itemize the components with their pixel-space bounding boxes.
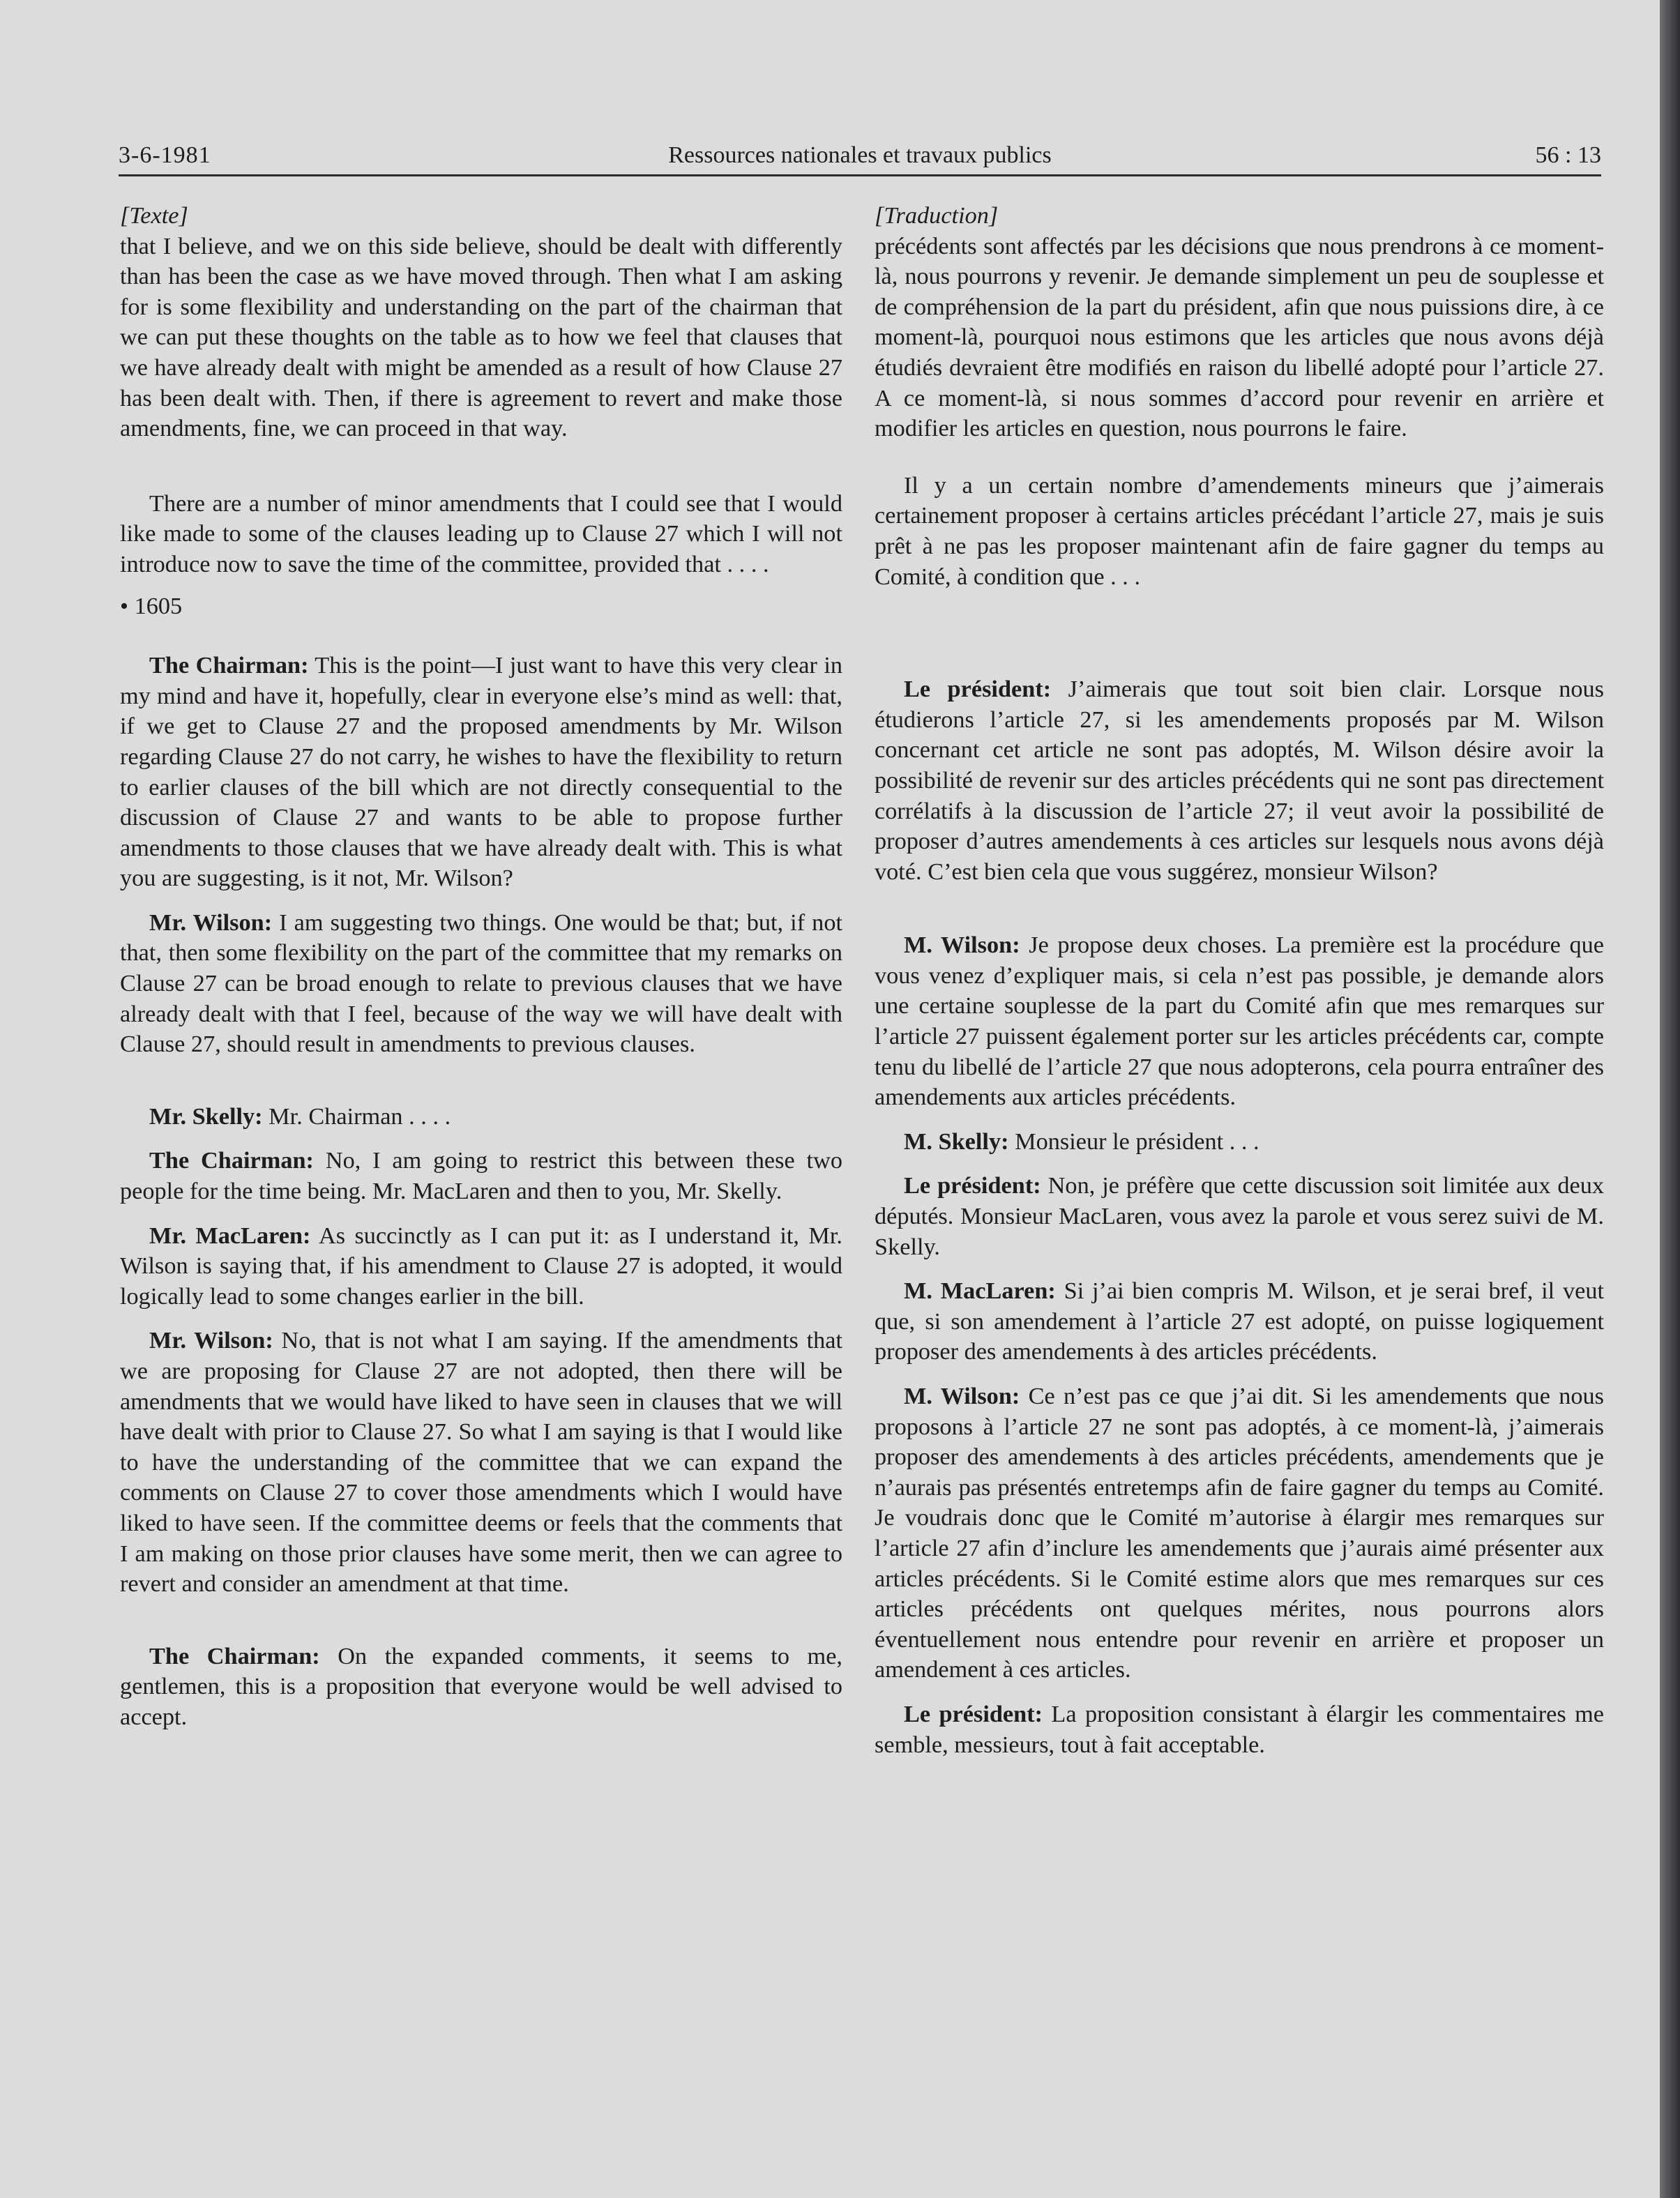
statement-chairman: [120, 1146, 842, 1206]
statement-text: As succinctly as I can put it: as I understand it, Mr. Wilson is saying that, if his amendment to Clause 27 is adopted, it would logically lead to some changes earlier in the bill.: [120, 1222, 842, 1310]
page-edge: [1660, 0, 1680, 2198]
statement-text: I am suggesting two things. One would be that; but, if not that, then some flexibility on the part of the committee that my remarks on Clause 27 can be broad enough to relate to previous clauses that we have already dealt with that I feel, because of the way we will have dealt with Clause 27, should result in amendments to previous clauses.: [120, 909, 842, 1058]
statement-text: No, that is not what I am saying. If the amendments that we are proposing for Clause 27 are not adopted, then there will be amendments that we would have liked to have seen in clauses that we will have dealt with prior to Clause 27. So what I am saying is that I would like to have the understanding of the committee that we can expand the comments on Clause 27 to cover those amendments which I would have liked to have seen. If the committee deems or feels that the comments that I am making on those prior clauses have some merit, then we can agree to revert and consider an amendment at that time.: [120, 1327, 842, 1598]
statement-text: Je propose deux choses. La première est la procédure que vous venez d’expliquer mais, si cela n’est pas possible, je demande alors une certaine souplesse de la part du Comité afin que mes remarques sur l’article 27 puissent également porter sur les articles précédents car, compte tenu du libellé de l’article 27 que nous adopterons, cela pourra entraîner des amendements aux articles précédents.: [875, 932, 1604, 1111]
speaker-name: The Chairman:: [149, 1147, 314, 1174]
statement-president: [875, 1699, 1604, 1760]
speaker-name: The Chairman:: [149, 1642, 320, 1669]
french-column: [875, 201, 1604, 1760]
speaker-name: Mr. Skelly:: [149, 1102, 263, 1130]
header-date: 3-6-1981: [119, 142, 211, 168]
statement-text: Ce n’est pas ce que j’ai dit. Si les amendements que nous proposons à l’article 27 ne sont pas adoptés, à ce moment-là, j’aimerais proposer des amendements à des articles précédents, amendements que je n’aurais pas présentés entretemps afin de faire gagner du temps au Comité. Je voudrais donc que le Comité m’autorise à élargir mes remarques sur l’article 27 afin d’inclure les amendements que j’aurais aimé présenter aux articles précédents. Si le Comité estime alors que mes remarques sur ces articles précédents ont quelques mérites, nous pourrons alors éventuellement nous entendre pour revenir en arrière et proposer un amendement à ces articles.: [875, 1383, 1604, 1683]
speaker-name: Mr. Wilson:: [149, 1327, 273, 1354]
english-column: [120, 201, 842, 1733]
statement-skelly: [875, 1127, 1604, 1158]
statement-president: [875, 674, 1604, 887]
statement-text: J’aimerais que tout soit bien clair. Lorsque nous étudierons l’article 27, si les amendements proposés par M. Wilson concernant cet article ne sont pas adoptés, M. Wilson désire avoir la possibilité de revenir sur des articles précédents qui ne sont pas directement corrélatifs à la discussion de l’article 27; il veut avoir la possibilité de proposer d’autres amendements à ces articles sur lesquels nous avons déjà voté. C’est bien cela que vous suggérez, monsieur Wilson?: [875, 676, 1605, 885]
statement-president: [875, 1171, 1604, 1262]
statement-maclaren: [120, 1221, 842, 1312]
statement-text: Non, je préfère que cette discussion soit limitée aux deux députés. Monsieur MacLaren, vous avez la parole et vous serez suivi de M. Skelly.: [875, 1172, 1605, 1260]
statement-text: No, I am going to restrict this between these two people for the time being. Mr. MacLaren and then to you, Mr. Skelly.: [120, 1147, 843, 1205]
speaker-name: Le président:: [904, 676, 1052, 703]
statement-chairman: [120, 1642, 842, 1733]
language-tag: [Traduction]: [875, 202, 999, 229]
paragraph: Il y a un certain nombre d’amendements mineurs que j’aimerais certainement proposer à certains articles précédant l’article 27, mais je suis prêt à ne pas les proposer maintenant afin de faire gagner du temps au Comité, à condition que . . .: [875, 471, 1604, 590]
statement-text: On the expanded comments, it seems to me, gentlemen, this is a proposition that everyone would be well advised to accept.: [120, 1642, 842, 1730]
speaker-name: The Chairman:: [149, 652, 309, 679]
statement-maclaren: [875, 1276, 1604, 1367]
speaker-name: Le président:: [904, 1172, 1041, 1199]
speaker-name: Mr. MacLaren:: [149, 1222, 311, 1249]
speaker-name: M. Wilson:: [904, 932, 1020, 959]
speaker-name: M. MacLaren:: [904, 1278, 1056, 1305]
paragraph: There are a number of minor amendments that I could see that I would like made to some of the clauses leading up to Clause 27 which I will not introduce now to save the time of the committee, provided that . . . .: [120, 490, 842, 577]
statement-chairman: [120, 651, 842, 894]
speaker-name: M. Wilson:: [904, 1383, 1020, 1409]
language-tag: [Texte]: [120, 202, 188, 229]
paragraph: précédents sont affectés par les décisions que nous prendrons à ce moment-là, nous pourrons y revenir. Je demande simplement un peu de souplesse et de compréhension de la part du président, afin que nous puissions dire, à ce moment-là, pourquoi nous estimons que les articles que nous avons déjà étudiés devraient être modifiés en raison du libellé adopté pour l’article 27. A ce moment-là, si nous sommes d’accord pour revenir en arrière et modifier les articles en question, nous pourrons le faire.: [875, 232, 1604, 442]
statement-text: Mr. Chairman . . . .: [262, 1102, 451, 1130]
statement-skelly: [120, 1102, 842, 1132]
time-marker: • 1605: [120, 592, 183, 619]
header-title: Ressources nationales et travaux publics: [668, 142, 1052, 168]
speaker-name: Mr. Wilson:: [149, 909, 273, 936]
statement-wilson: [875, 930, 1604, 1113]
header-page-number: 56 : 13: [1535, 142, 1601, 168]
statement-wilson: [120, 908, 842, 1060]
statement-text: Monsieur le président . . .: [1008, 1128, 1259, 1155]
statement-wilson: [120, 1326, 842, 1599]
statement-text: La proposition consistant à élargir les commentaires me semble, messieurs, tout à fait acceptable.: [875, 1700, 1604, 1758]
speaker-name: Le président:: [904, 1700, 1043, 1727]
speaker-name: M. Skelly:: [904, 1128, 1009, 1155]
page-header: [119, 124, 1601, 176]
statement-wilson: [875, 1381, 1604, 1685]
paragraph: that I believe, and we on this side believe, should be dealt with differently than has been the case as we have moved through. Then what I am asking for is some flexibility and understanding on the part of the chairman that we can put these thoughts on the table as to how we feel that clauses that we have already dealt with might be amended as a result of how Clause 27 has been dealt with. Then, if there is agreement to revert and make those amendments, fine, we can proceed in that way.: [120, 232, 842, 442]
statement-text: Si j’ai bien compris M. Wilson, et je serai bref, il veut que, si son amendement à l’article 27 est adopté, on puisse logiquement proposer des amendements à des articles précédents.: [875, 1278, 1604, 1365]
statement-text: This is the point—I just want to have this very clear in my mind and have it, hopefully, clear in everyone else’s mind as well: that, if we get to Clause 27 and the proposed amendments by Mr. Wilson regarding Clause 27 do not carry, he wishes to have the flexibility to return to earlier clauses of the bill which are not directly consequential to the discussion of Clause 27 and wants to be able to propose further amendments to those clauses that we have already dealt with. This is what you are suggesting, is it not, Mr. Wilson?: [120, 652, 843, 892]
